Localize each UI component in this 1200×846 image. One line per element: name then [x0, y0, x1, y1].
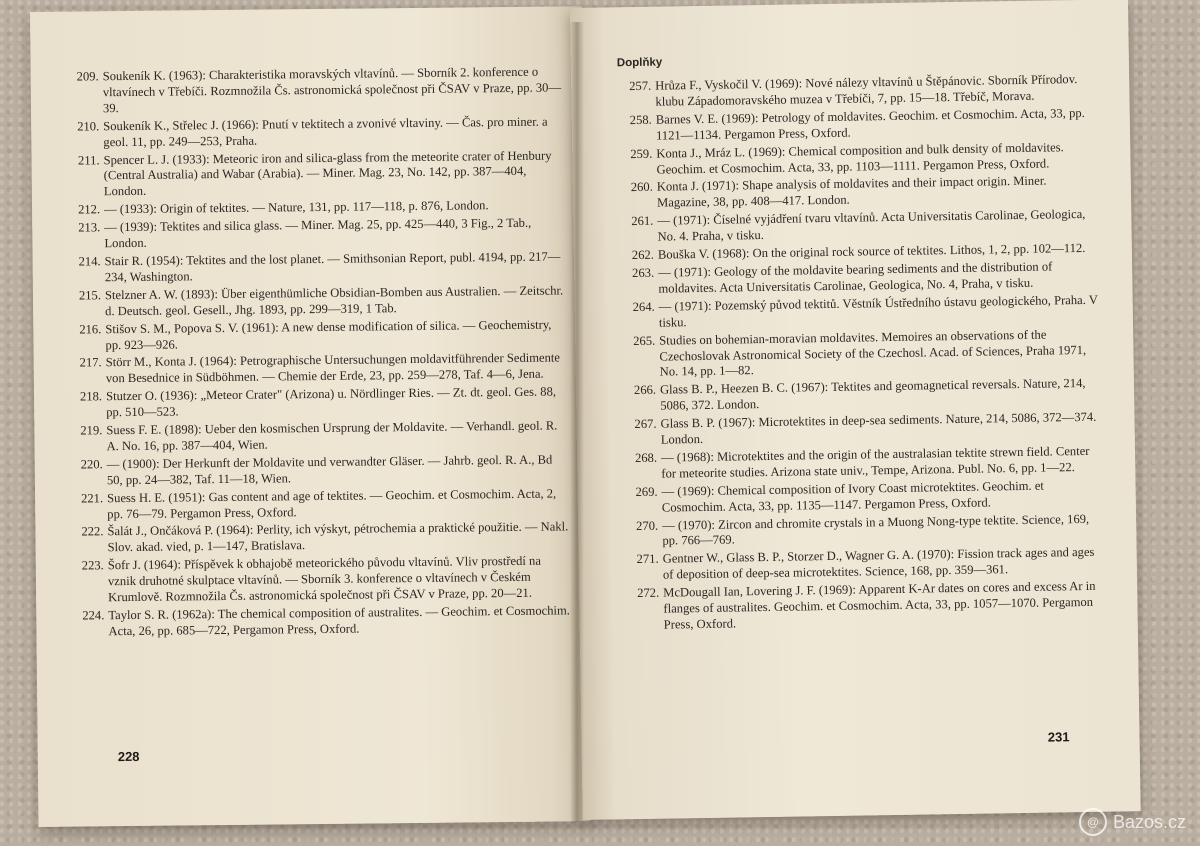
reference-entry: [579, 578, 1138, 634]
reference-text: Stelzner A. W. (1893): Über eigenthümliche Obsidian-Bomben aus Australien. — Zeitschr. d. Deutsch. geol. Gesell., Jhg. 1893, pp. 299—319, 1 Tab.: [104, 283, 564, 318]
reference-text: — (1968): Microtektites and the origin of the australasian tektite strewn field. Center for meteorite studies. Arizona state univ., Tempe, Arizona. Publ. No. 6, pp. 1—22.: [660, 443, 1090, 481]
reference-entry: [575, 326, 1134, 382]
reference-text: — (1971): Číselné vyjádření tvaru vltavínů. Acta Universitatis Carolinae, Geologica, No. 4. Praha, v tisku.: [657, 207, 1086, 244]
reference-entry: [33, 283, 585, 321]
reference-text: Suess F. E. (1898): Ueber den kosmischen Ursprung der Moldavite. — Verhandl. geol. R. A. No. 16, pp. 387—404, Wien.: [106, 418, 558, 454]
bazos-logo-icon: @: [1079, 808, 1107, 836]
reference-entry: [36, 603, 588, 641]
reference-number: 212.: [77, 202, 101, 217]
reference-text: Stutzer O. (1936): „Meteor Crater" (Arizona) u. Nördlinger Ries. — Zt. dt. geol. Ges. 88, pp. 510—523.: [105, 384, 557, 420]
reference-text: Konta J. (1971): Shape analysis of moldavites and their impact origin. Miner. Magazine, 38, pp. 408—417. London.: [656, 173, 1047, 210]
reference-text: McDougall Ian, Lovering J. F. (1969): Apparent K-Ar dates on cores and excess Ar in flanges of australites. Geochim. et Cosmochim. Acta, 33, pp. 1057—1070. Pergamon Press, Oxford.: [663, 579, 1096, 632]
reference-number: 257.: [629, 78, 652, 94]
reference-number: 271.: [636, 552, 659, 567]
reference-text: Konta J., Mráz L. (1969): Chemical composition and bulk density of moldavites. Geochim. et Cosmochim. Acta, 33, pp. 1103—1111. Pergamon Press, Oxford.: [656, 139, 1064, 177]
reference-number: 259.: [630, 146, 653, 161]
reference-number: 261.: [631, 213, 654, 229]
reference-text: Glass B. P. (1967): Microtektites in deep-sea sediments. Nature, 214, 5086, 372—374. London.: [660, 409, 1097, 447]
left-reference-list: [31, 64, 589, 643]
reference-number: 262.: [631, 247, 654, 263]
reference-entry: [32, 215, 584, 253]
reference-number: 220.: [80, 457, 103, 472]
reference-text: — (1971): Geology of the moldavite bearing sediments and the distribution of moldavites. Acta Universitatis Carolinae, Geologica, No. 4, Praha, v tisku.: [658, 259, 1053, 296]
reference-number: 210.: [77, 119, 100, 134]
reference-entry: [36, 553, 588, 606]
reference-number: 218.: [79, 389, 103, 404]
reference-text: Spencer L. J. (1933): Meteoric iron and silica-glass from the meteorite crater of Henbury (Central Australia) and Wabar (Arabia). — Miner. Mag. 23, No. 142, pp. 387—404, London.: [103, 148, 552, 199]
reference-text: Taylor S. R. (1962a): The chemical composition of australites. — Geochim. et Cosmochim. Acta, 26, pp. 685—722, Pergamon Press, Oxford.: [108, 603, 570, 639]
reference-number: 224.: [82, 608, 105, 623]
reference-number: 216.: [79, 321, 102, 337]
right-reference-list: [571, 71, 1138, 637]
reference-text: Šalát J., Ončáková P. (1964): Perlity, ich výskyt, pétrochemia a praktické použitie. — Nakl. Slov. akad. vied, p. 1—147, Bratislava.: [107, 519, 569, 555]
reference-number: 267.: [634, 416, 657, 432]
page-number: 231: [1047, 729, 1070, 745]
reference-text: Stair R. (1954): Tektites and the lost planet. — Smithsonian Report, publ. 4194, pp. 217—234, Washington.: [104, 249, 561, 285]
watermark-text: Bazos.cz: [1112, 811, 1186, 832]
reference-text: — (1900): Der Herkunft der Moldavite und verwandter Gläser. — Jahrb. geol. R. A., Bd 50, pp. 24—382, Taf. 11—18, Wien.: [106, 452, 553, 487]
reference-number: 268.: [634, 450, 658, 465]
reference-text: — (1971): Pozemský původ tektitů. Věstník Ústředního ústavu geologického, Praha. V tisku.: [658, 292, 1098, 330]
reference-entry: [31, 114, 583, 152]
right-page: [570, 0, 1141, 820]
reference-number: 270.: [635, 518, 659, 533]
reference-entry: [33, 317, 585, 355]
reference-number: 264.: [632, 299, 655, 314]
reference-text: — (1970): Zircon and chromite crystals in a Muong Nong-type tektite. Science, 169, pp. 766—769.: [662, 511, 1090, 549]
reference-entry: [35, 486, 587, 524]
reference-entry: [31, 148, 583, 201]
reference-text: — (1933): Origin of tektites. — Nature, 131, pp. 117—118, p. 876, London.: [103, 198, 489, 217]
reference-entry: [34, 384, 586, 422]
reference-text: Stišov S. M., Popova S. V. (1961): A new dense modification of silica. — Geochemistry, pp. 923—926.: [105, 317, 552, 352]
reference-number: 213.: [78, 220, 101, 235]
reference-number: 221.: [80, 490, 104, 506]
reference-number: 260.: [630, 180, 653, 195]
reference-text: Hrůza F., Vyskočil V. (1969): Nové nálezy vltavínů u Štěpánovic. Sborník Přírodov. klubu Západomoravského muzea v Třebíči, 7, pp. 15—18. Třebíč, Morava.: [655, 72, 1078, 109]
reference-number: 222.: [81, 524, 104, 539]
reference-entry: [31, 64, 583, 117]
reference-number: 219.: [80, 423, 103, 438]
reference-number: 211.: [77, 152, 100, 168]
left-page: [30, 6, 591, 827]
reference-text: Glass B. P., Heezen B. C. (1967): Tektites and geomagnetical reversals. Nature, 214, 5086, 372. London.: [659, 376, 1086, 413]
page-number: 228: [117, 748, 140, 765]
reference-entry: [35, 520, 587, 558]
reference-text: — (1969): Chemical composition of Ivory Coast microtektites. Geochim. et Cosmochim. Acta, 33, pp. 1135—1147. Pergamon Press, Oxford.: [661, 478, 1044, 515]
reference-entry: [35, 452, 587, 490]
reference-number: 258.: [629, 112, 652, 127]
reference-number: 272.: [637, 585, 660, 601]
watermark: [1079, 808, 1186, 836]
reference-number: 223.: [81, 558, 104, 573]
reference-number: 214.: [78, 254, 101, 269]
reference-entry: [34, 418, 586, 456]
book-gutter: [570, 22, 584, 822]
reference-text: Störr M., Konta J. (1964): Petrographische Untersuchungen moldavitführender Sedimente von Besednice in Südböhmen. — Chemie der Erde, 23, pp. 259—278, Taf. 4—6, Jena.: [105, 350, 561, 386]
reference-text: — (1939): Tektites and silica glass. — Miner. Mag. 25, pp. 425—440, 3 Fig., 2 Tab., London.: [104, 215, 532, 251]
reference-text: Studies on bohemian-moravian moldavites. Memoires an observations of the Czechoslovak Astronomical Society of the Czechosl. Acad. of Sciences, Praha 1971, No. 14, pp. 1—82.: [659, 327, 1087, 380]
reference-text: Gentner W., Glass B. P., Storzer D., Wagner G. A. (1970): Fission track ages and ages of deposition of deep-sea microtektites. Science, 168, pp. 359—361.: [662, 545, 1095, 582]
reference-entry: [33, 249, 585, 287]
reference-number: 269.: [635, 484, 658, 499]
reference-text: Šofr J. (1964): Příspěvek k obhajobě meteorického původu vltavínů. Vliv prostředí na vznik druhotné skulptace vltavínů. — Sborník 3. konference o vltavínech v Českém Krumlově. Rozmnožila Čs. astronomická společnost při ČSAV v Praze, pp. 20—21.: [107, 553, 541, 605]
reference-number: 209.: [76, 69, 99, 84]
running-head: Doplňky: [616, 56, 663, 70]
reference-text: Suess H. E. (1951): Gas content and age of tektites. — Geochim. et Cosmochim. Acta, 2, pp. 76—79. Pergamon Press, Oxford.: [107, 486, 557, 521]
reference-number: 266.: [633, 383, 657, 398]
reference-text: Bouška V. (1968): On the original rock source of tektites. Lithos, 1, 2, pp. 102—112.: [657, 240, 1086, 262]
open-book: [22, 2, 1132, 832]
reference-number: 215.: [78, 288, 102, 303]
reference-number: 217.: [79, 355, 102, 370]
reference-entry: [34, 351, 586, 389]
reference-number: 263.: [632, 265, 655, 281]
reference-text: Soukeník K., Střelec J. (1966): Pnutí v tektitech a zvonivé vltaviny. — Čas. pro miner. a geol. 11, pp. 249—253, Praha.: [103, 114, 548, 149]
reference-number: 265.: [633, 333, 656, 348]
reference-text: Barnes V. E. (1969): Petrology of moldavites. Geochim. et Cosmochim. Acta, 33, pp. 1121—1134. Pergamon Press, Oxford.: [655, 105, 1085, 143]
reference-text: Soukeník K. (1963): Charakteristika moravských vltavínů. — Sborník 2. konference o vltavínech v Třebíči. Rozmnožila Čs. astronomická společnost při ČSAV v Praze, pp. 30—39.: [102, 64, 562, 116]
